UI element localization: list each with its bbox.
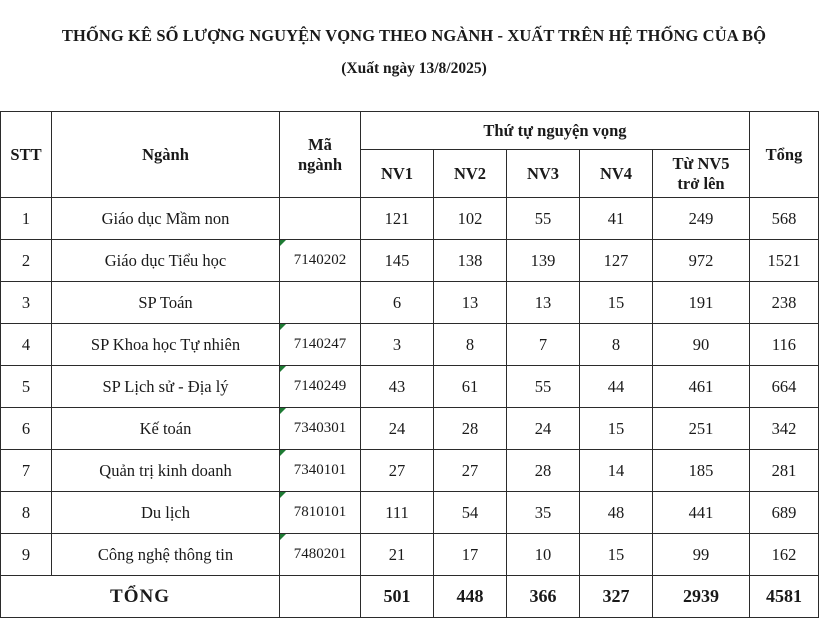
cell-stt: 7 [1, 450, 52, 492]
cell-nv4: 48 [580, 492, 653, 534]
header-ma-nganh-line2: ngành [297, 154, 343, 174]
table-row [1, 492, 819, 534]
cell-nv1: 3 [361, 324, 434, 366]
table-row [1, 450, 819, 492]
total-nv5-tro-len: 2939 [653, 576, 750, 618]
table-row [1, 198, 819, 240]
cell-nv3: 28 [507, 450, 580, 492]
header-ma-nganh-line1: Mã [308, 134, 332, 154]
cell-ma-nganh: 7140249 [280, 366, 361, 408]
cell-nv2: 27 [434, 450, 507, 492]
cell-nv4: 15 [580, 534, 653, 576]
cell-stt: 1 [1, 198, 52, 240]
cell-nv5-tro-len: 972 [653, 240, 750, 282]
cell-nganh: Kế toán [52, 408, 280, 450]
cell-nv1: 21 [361, 534, 434, 576]
cell-nv4: 127 [580, 240, 653, 282]
cell-nganh: SP Toán [52, 282, 280, 324]
cell-tong: 1521 [750, 240, 819, 282]
header-nv1: NV1 [361, 150, 434, 198]
total-nv3: 366 [507, 576, 580, 618]
table-row [1, 282, 819, 324]
document-subtitle: (Xuất ngày 13/8/2025) [341, 60, 487, 77]
total-code-cell [280, 576, 361, 618]
cell-nv2: 54 [434, 492, 507, 534]
table-row [1, 408, 819, 450]
total-row [1, 576, 819, 618]
cell-ma-nganh [280, 282, 361, 324]
cell-tong: 568 [750, 198, 819, 240]
cell-stt: 2 [1, 240, 52, 282]
cell-nv5-tro-len: 185 [653, 450, 750, 492]
cell-ma-nganh: 7140247 [280, 324, 361, 366]
total-nv4: 327 [580, 576, 653, 618]
cell-nganh: Công nghệ thông tin [52, 534, 280, 576]
header-nv5-line2: trở lên [677, 173, 725, 193]
header-ma-nganh [280, 112, 361, 198]
cell-nv2: 17 [434, 534, 507, 576]
cell-nv2: 61 [434, 366, 507, 408]
cell-nv1: 111 [361, 492, 434, 534]
cell-nv3: 55 [507, 198, 580, 240]
cell-nv4: 15 [580, 282, 653, 324]
total-nv2: 448 [434, 576, 507, 618]
table-row [1, 534, 819, 576]
cell-nv3: 55 [507, 366, 580, 408]
table-row [1, 324, 819, 366]
cell-stt: 4 [1, 324, 52, 366]
header-nganh: Ngành [52, 112, 280, 198]
cell-nv3: 7 [507, 324, 580, 366]
statistics-table [0, 111, 819, 618]
header-stt: STT [1, 112, 52, 198]
cell-nganh: Quản trị kinh doanh [52, 450, 280, 492]
cell-nv1: 43 [361, 366, 434, 408]
cell-nv2: 138 [434, 240, 507, 282]
cell-nv4: 41 [580, 198, 653, 240]
cell-tong: 664 [750, 366, 819, 408]
cell-nv2: 102 [434, 198, 507, 240]
cell-stt: 5 [1, 366, 52, 408]
header-thu-tu-nguyen-vong: Thứ tự nguyện vọng [361, 112, 750, 150]
cell-nv2: 8 [434, 324, 507, 366]
total-tong: 4581 [750, 576, 819, 618]
table-row [1, 240, 819, 282]
cell-tong: 116 [750, 324, 819, 366]
header-nv2: NV2 [434, 150, 507, 198]
cell-nv5-tro-len: 441 [653, 492, 750, 534]
cell-ma-nganh [280, 198, 361, 240]
cell-nv5-tro-len: 90 [653, 324, 750, 366]
cell-nganh: SP Lịch sử - Địa lý [52, 366, 280, 408]
cell-nganh: Giáo dục Mầm non [52, 198, 280, 240]
cell-nv4: 8 [580, 324, 653, 366]
cell-nv2: 13 [434, 282, 507, 324]
cell-ma-nganh: 7340301 [280, 408, 361, 450]
header-nv3: NV3 [507, 150, 580, 198]
cell-nv1: 24 [361, 408, 434, 450]
cell-nv5-tro-len: 191 [653, 282, 750, 324]
cell-nv5-tro-len: 249 [653, 198, 750, 240]
cell-nv3: 24 [507, 408, 580, 450]
cell-ma-nganh: 7480201 [280, 534, 361, 576]
cell-stt: 3 [1, 282, 52, 324]
cell-nganh: Giáo dục Tiểu học [52, 240, 280, 282]
cell-ma-nganh: 7810101 [280, 492, 361, 534]
document-title: THỐNG KÊ SỐ LƯỢNG NGUYỆN VỌNG THEO NGÀNH - XUẤT TRÊN HỆ THỐNG CỦA BỘ [61, 26, 767, 45]
total-label: TỔNG [1, 576, 280, 618]
cell-stt: 9 [1, 534, 52, 576]
header-nv5-tro-len [653, 150, 750, 198]
cell-tong: 281 [750, 450, 819, 492]
cell-tong: 689 [750, 492, 819, 534]
cell-ma-nganh: 7340101 [280, 450, 361, 492]
cell-nv5-tro-len: 461 [653, 366, 750, 408]
cell-nv3: 139 [507, 240, 580, 282]
cell-nv3: 10 [507, 534, 580, 576]
header-row-top [1, 112, 819, 150]
table-body [1, 198, 819, 576]
header-nv4: NV4 [580, 150, 653, 198]
cell-nv4: 44 [580, 366, 653, 408]
cell-nv1: 145 [361, 240, 434, 282]
header-nv5-line1: Từ NV5 [672, 153, 730, 173]
cell-ma-nganh: 7140202 [280, 240, 361, 282]
cell-nv2: 28 [434, 408, 507, 450]
header-tong: Tổng [750, 112, 819, 198]
cell-tong: 342 [750, 408, 819, 450]
cell-stt: 8 [1, 492, 52, 534]
cell-tong: 238 [750, 282, 819, 324]
cell-nganh: SP Khoa học Tự nhiên [52, 324, 280, 366]
cell-tong: 162 [750, 534, 819, 576]
cell-nv4: 14 [580, 450, 653, 492]
cell-nv1: 6 [361, 282, 434, 324]
cell-nganh: Du lịch [52, 492, 280, 534]
cell-nv3: 35 [507, 492, 580, 534]
cell-nv5-tro-len: 99 [653, 534, 750, 576]
total-nv1: 501 [361, 576, 434, 618]
cell-nv1: 27 [361, 450, 434, 492]
cell-nv3: 13 [507, 282, 580, 324]
cell-nv5-tro-len: 251 [653, 408, 750, 450]
cell-stt: 6 [1, 408, 52, 450]
cell-nv4: 15 [580, 408, 653, 450]
cell-nv1: 121 [361, 198, 434, 240]
table-row [1, 366, 819, 408]
